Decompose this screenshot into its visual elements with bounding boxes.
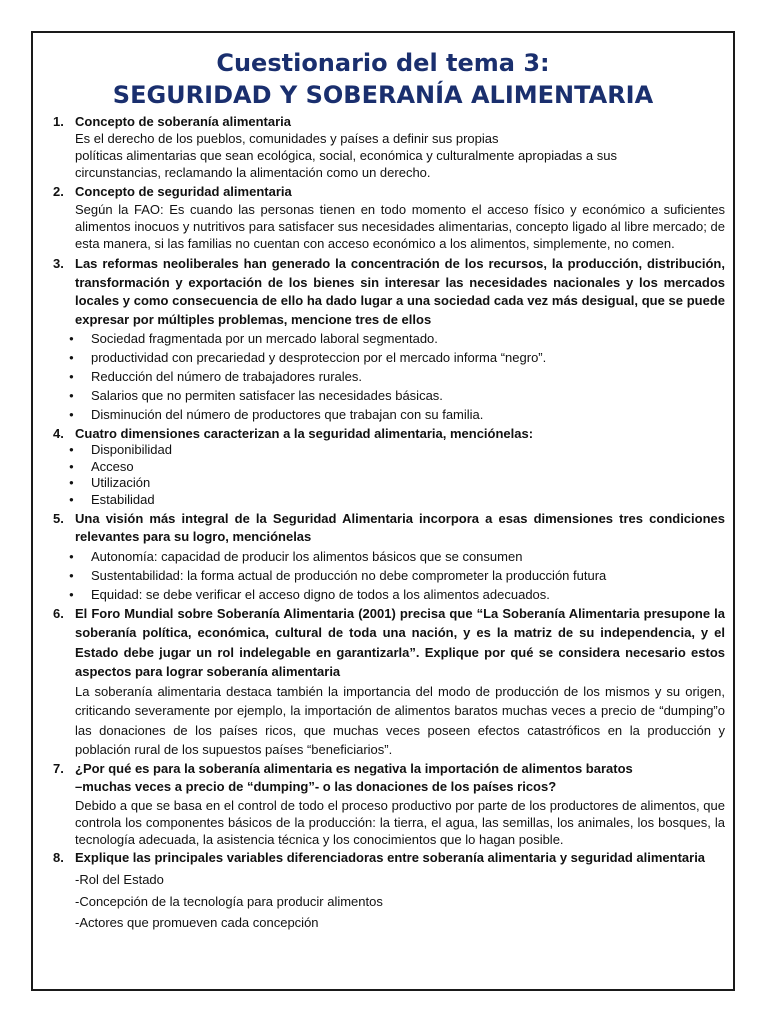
question-6 <box>53 604 725 760</box>
bullet-list <box>75 442 725 509</box>
question-line: –muchas veces a precio de “dumping”- o las donaciones de los países ricos? <box>75 779 557 795</box>
list-item: ● Acceso <box>75 459 725 476</box>
document-page <box>31 31 735 991</box>
question-3 <box>53 255 725 424</box>
question-number: 7. <box>53 760 64 776</box>
list-item: ● Disminución del número de productores que trabajan con su familia. <box>75 405 725 424</box>
list-item: ● Utilización <box>75 475 725 492</box>
answer-line: -Actores que promueven cada concepción <box>75 915 319 931</box>
title-line-1: Cuestionario del tema 3: <box>216 49 550 77</box>
question-text: El Foro Mundial sobre Soberanía Alimentaria (2001) precisa que “La Soberanía Alimentaria presupone la soberanía política, económica, cultural de toda una nación, y es la matriz de su independencia, y el Estado debe jugar un rol indelegable en garantizarla”. Explique por qué se considera necesario estos aspectos para lograr soberanía alimentaria <box>75 605 725 680</box>
title-line-2: SEGURIDAD Y SOBERANÍA ALIMENTARIA <box>112 81 654 109</box>
bullet-list <box>75 329 725 424</box>
question-text: Concepto de seguridad alimentaria <box>75 184 292 199</box>
question-text: Concepto de soberanía alimentaria <box>75 114 292 129</box>
question-list <box>53 113 725 934</box>
bullet-list <box>75 547 725 604</box>
list-item: ● Equidad: se debe verificar el acceso digno de todos a los alimentos adecuados. <box>75 585 725 604</box>
question-text: Una visión más integral de la Seguridad Alimentaria incorpora a esas dimensiones tres condiciones relevantes para su logro, menciónelas <box>75 510 725 545</box>
answer <box>75 869 725 934</box>
list-item: ● Autonomía: capacidad de producir los alimentos básicos que se consumen <box>75 547 725 566</box>
answer-line: Es el derecho de los pueblos, comunidades y países a definir sus propias <box>75 131 499 146</box>
question-text: Explique las principales variables diferenciadoras entre soberanía alimentaria y seguridad alimentaria <box>75 849 706 865</box>
question-number: 2. <box>53 184 64 199</box>
question-8 <box>53 849 725 934</box>
question-7 <box>53 760 725 848</box>
question-number: 4. <box>53 426 64 441</box>
list-item: ● Sociedad fragmentada por un mercado laboral segmentado. <box>75 329 725 348</box>
question-number: 3. <box>53 256 64 271</box>
answer: La soberanía alimentaria destaca también la importancia del modo de producción de los mismos y su origen, criticando severamente por ejemplo, la importación de alimentos baratos muchas veces a precio de “dumping”o las donaciones de los países ricos, que muchas veces poseen efectos catastróficos en la producción y población rural de los supuestos países “beneficiarios”. <box>75 683 725 758</box>
answer-line: políticas alimentarias que sean ecológica, social, económica y culturalmente apropiadas a sus <box>75 148 617 163</box>
question-4 <box>53 425 725 509</box>
question-line: ¿Por qué es para la soberanía alimentaria es negativa la importación de alimentos baratos <box>75 760 633 776</box>
list-item: ● Estabilidad <box>75 492 725 509</box>
answer <box>75 130 725 181</box>
question-text <box>75 760 725 797</box>
answer-line: -Rol del Estado <box>75 872 164 888</box>
question-2 <box>53 183 725 252</box>
list-item: ● Disponibilidad <box>75 442 725 459</box>
answer: Debido a que se basa en el control de todo el proceso productivo por parte de los productores de alimentos, que controla los componentes básicos de la producción: la tierra, el agua, las semillas, los animales, los bosques, la tecnología adecuada, la asistencia técnica y los conocimientos que lo hagan posible. <box>75 797 725 847</box>
list-item: ● Salarios que no permiten satisfacer las necesidades básicas. <box>75 386 725 405</box>
answer-line: -Concepción de la tecnología para producir alimentos <box>75 893 383 909</box>
answer-line: circunstancias, reclamando la alimentación como un derecho. <box>75 165 431 180</box>
question-text: Cuatro dimensiones caracterizan a la seguridad alimentaria, menciónelas: <box>75 426 534 441</box>
question-5 <box>53 510 725 604</box>
question-text: Las reformas neoliberales han generado la concentración de los recursos, la producción, distribución, transformación y exportación de los bienes sin interesar las necesidades nacionales y los mercados locales y como consecuencia de ello ha dado lugar a una sociedad cada vez más desigual, que se puede expresar por múltiples problemas, mencione tres de ellos <box>75 256 725 327</box>
list-item: ● productividad con precariedad y desproteccion por el mercado informa “negro”. <box>75 348 725 367</box>
question-number: 8. <box>53 849 64 865</box>
answer: Según la FAO: Es cuando las personas tienen en todo momento el acceso físico y económico a suficientes alimentos inocuos y nutritivos para satisfacer sus necesidades alimentarias, concepto ligado al libre mercado; de esta manera, si las familias no cuentan con acceso económico a los alimentos, simplemente, no comen. <box>75 202 725 251</box>
list-item: ● Sustentabilidad: la forma actual de producción no debe comprometer la producción futura <box>75 566 725 585</box>
question-number: 5. <box>53 510 64 526</box>
question-number: 6. <box>53 605 64 621</box>
question-1 <box>53 113 725 181</box>
question-number: 1. <box>53 114 64 129</box>
list-item: ● Reducción del número de trabajadores rurales. <box>75 367 725 386</box>
